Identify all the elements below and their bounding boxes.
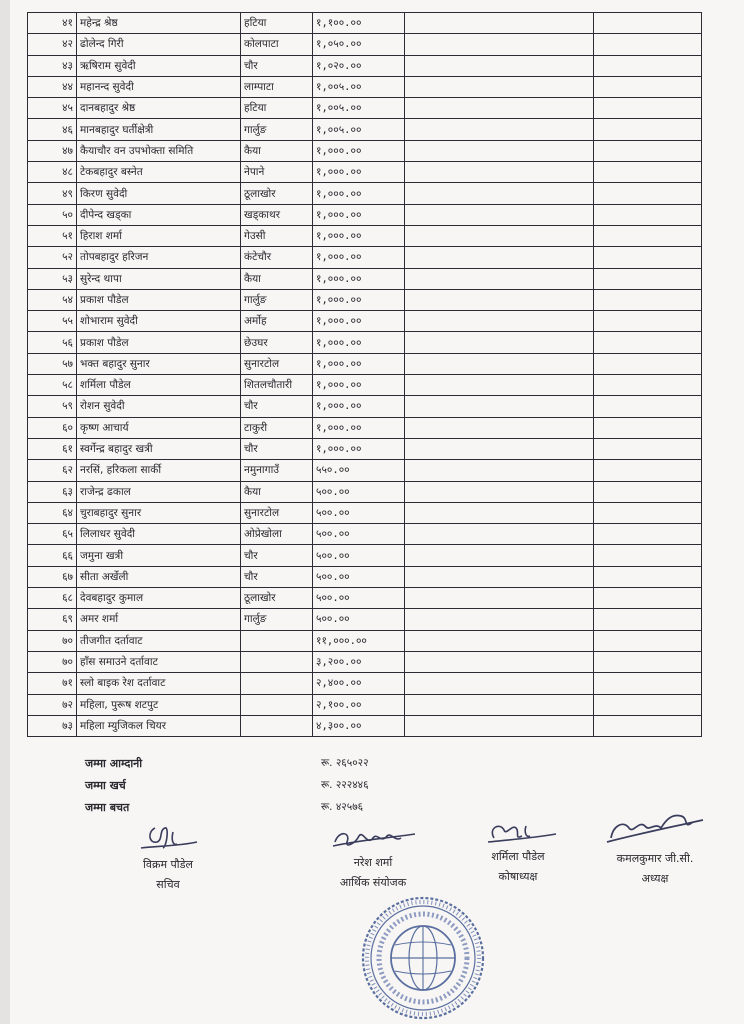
empty-cell (594, 162, 702, 183)
serial-number-cell: ४९ (28, 183, 77, 204)
donor-name-cell: शोभाराम सुवेदी (77, 311, 241, 332)
address-cell: कैया (241, 481, 313, 502)
amount-cell: १,०५०.०० (313, 34, 405, 55)
amount-cell: १,००५.०० (313, 98, 405, 119)
donor-name-cell: महिला, पुरूष शटपुट (77, 694, 241, 715)
serial-number-cell: ५७ (28, 353, 77, 374)
serial-number-cell: ५२ (28, 247, 77, 268)
donor-name-cell: ऋषिराम सुवेदी (77, 55, 241, 76)
donor-name-cell: प्रकाश पौडेल (77, 332, 241, 353)
table-row (28, 311, 702, 332)
serial-number-cell: ४४ (28, 76, 77, 97)
amount-cell: १,०००.०० (313, 289, 405, 310)
serial-number-cell: ७० (28, 630, 77, 651)
amount-cell: ११,०००.०० (313, 630, 405, 651)
donor-name-cell: मानबहादुर घर्तीक्षेत्री (77, 119, 241, 140)
address-cell (241, 694, 313, 715)
donor-name-cell: तोपबहादुर हरिजन (77, 247, 241, 268)
empty-cell (594, 332, 702, 353)
empty-cell (594, 119, 702, 140)
table-row (28, 566, 702, 587)
amount-cell: १,०००.०० (313, 396, 405, 417)
donor-name-cell: किरण सुवेदी (77, 183, 241, 204)
donor-name-cell: हिराश शर्मा (77, 225, 241, 246)
table-row (28, 588, 702, 609)
address-cell: हटिया (241, 98, 313, 119)
empty-cell (594, 438, 702, 459)
donor-name-cell: कृष्ण आचार्य (77, 417, 241, 438)
amount-cell: १,०००.०० (313, 268, 405, 289)
table-row (28, 460, 702, 481)
empty-cell (594, 417, 702, 438)
empty-cell (594, 34, 702, 55)
table-row (28, 13, 702, 34)
serial-number-cell: ६५ (28, 524, 77, 545)
donor-name-cell: जमुना खत्री (77, 545, 241, 566)
address-cell: सुनारटोल (241, 353, 313, 374)
empty-cell (594, 609, 702, 630)
empty-cell (594, 140, 702, 161)
empty-cell (405, 651, 594, 672)
empty-cell (594, 76, 702, 97)
empty-cell (594, 630, 702, 651)
amount-cell: १,०२०.०० (313, 55, 405, 76)
empty-cell (405, 524, 594, 545)
serial-number-cell: ६० (28, 417, 77, 438)
address-cell: अर्मोह (241, 311, 313, 332)
empty-cell (594, 396, 702, 417)
amount-cell: १,००५.०० (313, 119, 405, 140)
donor-name-cell: कैयाचौर वन उपभोक्ता समिति (77, 140, 241, 161)
empty-cell (405, 311, 594, 332)
table-row (28, 715, 702, 736)
empty-cell (405, 183, 594, 204)
serial-number-cell: ५० (28, 204, 77, 225)
address-cell: गार्लुङ (241, 119, 313, 140)
amount-cell: ५००.०० (313, 502, 405, 523)
empty-cell (405, 417, 594, 438)
donor-name-cell: महेन्द्र श्रेष्ठ (77, 13, 241, 34)
amount-cell: ५००.०० (313, 545, 405, 566)
address-cell: चौर (241, 55, 313, 76)
empty-cell (594, 268, 702, 289)
address-cell: ठूलाखोर (241, 588, 313, 609)
signatory-name: नरेश शर्मा (353, 856, 393, 869)
empty-cell (405, 13, 594, 34)
amount-cell: १,०००.०० (313, 375, 405, 396)
table-row (28, 247, 702, 268)
amount-cell: ५००.०० (313, 588, 405, 609)
donor-name-cell: शर्मिला पौडेल (77, 375, 241, 396)
empty-cell (594, 13, 702, 34)
empty-cell (405, 353, 594, 374)
donor-name-cell: दीपेन्द खड्का (77, 204, 241, 225)
amount-cell: ५००.०० (313, 566, 405, 587)
address-cell: ओप्रेखोला (241, 524, 313, 545)
table-row (28, 119, 702, 140)
amount-cell: ५००.०० (313, 524, 405, 545)
empty-cell (405, 715, 594, 736)
address-cell: ठूलाखोर (241, 183, 313, 204)
amount-cell: २,४००.०० (313, 673, 405, 694)
total-saving-row (85, 796, 505, 818)
serial-number-cell: ४१ (28, 13, 77, 34)
amount-cell: ५००.०० (313, 481, 405, 502)
table-row (28, 268, 702, 289)
empty-cell (405, 630, 594, 651)
donor-name-cell: रोशन सुवेदी (77, 396, 241, 417)
empty-cell (405, 566, 594, 587)
empty-cell (594, 98, 702, 119)
amount-cell: १,०००.०० (313, 247, 405, 268)
serial-number-cell: ५५ (28, 311, 77, 332)
signature-mark (133, 822, 203, 854)
amount-cell: १,०००.०० (313, 204, 405, 225)
table-row (28, 396, 702, 417)
serial-number-cell: ४५ (28, 98, 77, 119)
address-cell: कोलपाटा (241, 34, 313, 55)
donor-name-cell: हाँस समाउने दर्तावाट (77, 651, 241, 672)
table-row (28, 609, 702, 630)
serial-number-cell: ७० (28, 651, 77, 672)
amount-cell: १,१००.०० (313, 13, 405, 34)
amount-cell: १,०००.०० (313, 183, 405, 204)
empty-cell (405, 225, 594, 246)
empty-cell (594, 502, 702, 523)
empty-cell (594, 204, 702, 225)
donation-table-body (28, 13, 702, 737)
address-cell: खड्काथर (241, 204, 313, 225)
empty-cell (405, 332, 594, 353)
address-cell: गेउसी (241, 225, 313, 246)
empty-cell (405, 694, 594, 715)
empty-cell (405, 673, 594, 694)
address-cell: कैया (241, 268, 313, 289)
total-saving-value: रू. ४२५७६ (321, 801, 364, 813)
empty-cell (405, 460, 594, 481)
serial-number-cell: ५३ (28, 268, 77, 289)
address-cell: कंटेचौर (241, 247, 313, 268)
signatory-role: सचिव (156, 878, 180, 891)
table-row (28, 694, 702, 715)
empty-cell (405, 438, 594, 459)
table-row (28, 76, 702, 97)
empty-cell (405, 545, 594, 566)
amount-cell: २,१००.०० (313, 694, 405, 715)
empty-cell (405, 481, 594, 502)
signatory-name: कमलकुमार जी.सी. (616, 852, 694, 865)
address-cell: चौर (241, 545, 313, 566)
empty-cell (405, 502, 594, 523)
amount-cell: ५००.०० (313, 609, 405, 630)
amount-cell: १,००५.०० (313, 76, 405, 97)
donor-name-cell: स्लो बाइक रेश दर्तावाट (77, 673, 241, 694)
empty-cell (594, 55, 702, 76)
empty-cell (594, 588, 702, 609)
serial-number-cell: ६७ (28, 566, 77, 587)
serial-number-cell: ४७ (28, 140, 77, 161)
signatory-role: कोषाध्यक्ष (498, 870, 538, 883)
donor-name-cell: सीता अर्खेली (77, 566, 241, 587)
amount-cell: १,०००.०० (313, 438, 405, 459)
totals-section (85, 752, 505, 818)
empty-cell (594, 183, 702, 204)
serial-number-cell: ६८ (28, 588, 77, 609)
table-row (28, 98, 702, 119)
address-cell (241, 651, 313, 672)
table-row (28, 630, 702, 651)
table-row (28, 438, 702, 459)
total-expense-label: जम्मा खर्च (85, 778, 126, 792)
serial-number-cell: ६९ (28, 609, 77, 630)
total-income-value: रू. २६५०२२ (321, 757, 369, 769)
amount-cell: १,०००.०० (313, 140, 405, 161)
address-cell: चौर (241, 396, 313, 417)
empty-cell (405, 162, 594, 183)
total-income-label: जम्मा आम्दानी (85, 756, 143, 770)
donor-name-cell: टेकबहादुर बस्नेत (77, 162, 241, 183)
amount-cell: १,०००.०० (313, 311, 405, 332)
address-cell: गार्लुङ (241, 289, 313, 310)
donation-table (27, 12, 702, 737)
address-cell: सुनारटोल (241, 502, 313, 523)
empty-cell (594, 545, 702, 566)
donor-name-cell: नरसिं, हरिकला सार्की (77, 460, 241, 481)
empty-cell (405, 204, 594, 225)
empty-cell (594, 289, 702, 310)
donor-name-cell: सुरेन्द थापा (77, 268, 241, 289)
empty-cell (405, 268, 594, 289)
serial-number-cell: ४६ (28, 119, 77, 140)
empty-cell (594, 247, 702, 268)
total-expense-row (85, 774, 505, 796)
address-cell: नेपाने (241, 162, 313, 183)
serial-number-cell: ५८ (28, 375, 77, 396)
serial-number-cell: ५१ (28, 225, 77, 246)
signatory-name: शर्मिला पौडेल (491, 850, 545, 863)
empty-cell (405, 247, 594, 268)
empty-cell (405, 396, 594, 417)
empty-cell (405, 34, 594, 55)
table-row (28, 481, 702, 502)
total-expense-value: रू. २२२४४६ (321, 779, 369, 791)
table-row (28, 55, 702, 76)
table-row (28, 34, 702, 55)
empty-cell (594, 375, 702, 396)
empty-cell (405, 289, 594, 310)
serial-number-cell: ७१ (28, 673, 77, 694)
table-row (28, 183, 702, 204)
amount-cell: ३,२००.०० (313, 651, 405, 672)
table-row (28, 140, 702, 161)
serial-number-cell: ६३ (28, 481, 77, 502)
address-cell (241, 630, 313, 651)
table-row (28, 502, 702, 523)
empty-cell (594, 673, 702, 694)
serial-number-cell: ७२ (28, 694, 77, 715)
address-cell: कैया (241, 140, 313, 161)
amount-cell: ५५०.०० (313, 460, 405, 481)
address-cell: गार्लुङ (241, 609, 313, 630)
signatory-finance-coordinator (323, 824, 423, 892)
serial-number-cell: ४३ (28, 55, 77, 76)
serial-number-cell: ७३ (28, 715, 77, 736)
address-cell: हटिया (241, 13, 313, 34)
empty-cell (405, 140, 594, 161)
signatory-chairperson (600, 808, 710, 888)
signatory-secretary (118, 822, 218, 894)
empty-cell (405, 55, 594, 76)
empty-cell (405, 98, 594, 119)
address-cell (241, 715, 313, 736)
amount-cell: १,०००.०० (313, 332, 405, 353)
table-row (28, 545, 702, 566)
address-cell: चौर (241, 438, 313, 459)
empty-cell (594, 715, 702, 736)
amount-cell: १,०००.०० (313, 162, 405, 183)
amount-cell: १,०००.०० (313, 417, 405, 438)
table-row (28, 162, 702, 183)
table-row (28, 417, 702, 438)
empty-cell (405, 119, 594, 140)
amount-cell: १,०००.०० (313, 225, 405, 246)
address-cell: टाकुरी (241, 417, 313, 438)
donor-name-cell: अमर शर्मा (77, 609, 241, 630)
donor-name-cell: प्रकाश पौडेल (77, 289, 241, 310)
serial-number-cell: ४८ (28, 162, 77, 183)
empty-cell (405, 76, 594, 97)
empty-cell (594, 651, 702, 672)
address-cell: शितलचौतारी (241, 375, 313, 396)
table-row (28, 332, 702, 353)
signatory-name: विक्रम पौडेल (143, 858, 193, 871)
table-row (28, 353, 702, 374)
signatory-role: आर्थिक संयोजक (339, 876, 407, 889)
empty-cell (594, 353, 702, 374)
donor-name-cell: देवबहादुर कुमाल (77, 588, 241, 609)
serial-number-cell: ५६ (28, 332, 77, 353)
table-row (28, 204, 702, 225)
serial-number-cell: ५४ (28, 289, 77, 310)
empty-cell (594, 460, 702, 481)
serial-number-cell: ६१ (28, 438, 77, 459)
donor-name-cell: भक्त बहादुर सुनार (77, 353, 241, 374)
donor-name-cell: दानबहादुर श्रेष्ठ (77, 98, 241, 119)
signature-mark (329, 824, 417, 852)
empty-cell (594, 311, 702, 332)
serial-number-cell: ४२ (28, 34, 77, 55)
serial-number-cell: ६६ (28, 545, 77, 566)
donor-name-cell: स्वर्गेन्द्र बहादुर खत्री (77, 438, 241, 459)
table-row (28, 375, 702, 396)
donor-name-cell: महिला म्युजिकल चियर (77, 715, 241, 736)
empty-cell (594, 566, 702, 587)
table-row (28, 651, 702, 672)
total-saving-label: जम्मा बचत (85, 800, 130, 814)
address-cell: नमुनागाउँ (241, 460, 313, 481)
signature-mark (603, 808, 707, 848)
address-cell: लाम्पाटा (241, 76, 313, 97)
amount-cell: १,०००.०० (313, 353, 405, 374)
empty-cell (594, 694, 702, 715)
empty-cell (405, 609, 594, 630)
serial-number-cell: ५९ (28, 396, 77, 417)
donor-name-cell: चुराबहादुर सुनार (77, 502, 241, 523)
donor-name-cell: लिलाधर सुवेदी (77, 524, 241, 545)
table-row (28, 225, 702, 246)
table-row (28, 524, 702, 545)
serial-number-cell: ६४ (28, 502, 77, 523)
empty-cell (405, 588, 594, 609)
signature-mark (478, 818, 558, 846)
donor-name-cell: महानन्द सुवेदी (77, 76, 241, 97)
signatory-role: अध्यक्ष (641, 872, 669, 885)
table-row (28, 673, 702, 694)
donor-name-cell: राजेन्द्र ढकाल (77, 481, 241, 502)
empty-cell (405, 375, 594, 396)
empty-cell (594, 481, 702, 502)
donor-name-cell: तीजगीत दर्तावाट (77, 630, 241, 651)
table-row (28, 289, 702, 310)
address-cell: चौर (241, 566, 313, 587)
signatory-treasurer (468, 818, 568, 886)
empty-cell (594, 524, 702, 545)
empty-cell (594, 225, 702, 246)
address-cell: छेउघर (241, 332, 313, 353)
total-income-row (85, 752, 505, 774)
serial-number-cell: ६२ (28, 460, 77, 481)
page-edge (0, 0, 10, 1024)
address-cell (241, 673, 313, 694)
donor-name-cell: ढोलेन्द गिरी (77, 34, 241, 55)
organization-seal (360, 895, 486, 1021)
amount-cell: ४,३००.०० (313, 715, 405, 736)
